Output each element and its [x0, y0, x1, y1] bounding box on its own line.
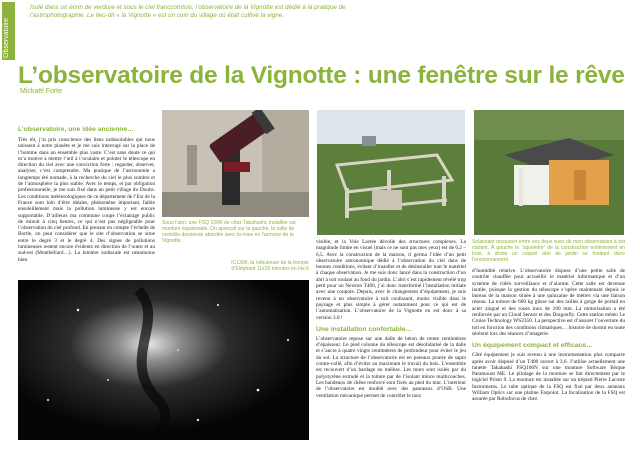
- observatory-frame-photo: [317, 110, 465, 235]
- section-heading-history: L’observatoire, une idée ancienne…: [18, 126, 134, 133]
- observatory-frame-illustration: [317, 110, 465, 235]
- section-heading-installation: Une installation confortable…: [316, 325, 413, 333]
- section-text-history: Très tôt, j’ai pris conscience des liens indissolubles qui nous unissent à notre planète et je me suis interrogé sur la place de l’homme dans un ensemble plus vaste. C’est sans doute ce qui m’a motivé à mettre l’œil à l’oculaire et pointer le télescope en direction du ciel avec une conviction forte : regarder, observer, analyser, c’est comprendre. Ma pratique de l’astronomie a longtemps été nomade, à la recherche du ciel le plus sombre et de l’atmosphère la plus stable. Avec le temps, et par obligation professionnelle, je me suis fixé dans un petit village du Doubs. Les conditions météorologiques de ce département de l’Est de la France sont loin d’être idéales, phénomène important, faible ensoleillement mais la pollution lumineuse y est encore supportable. D’ailleurs ma commune coupe l’éclairage public de minuit à cinq heures, ce qui n’est pas négligeable pour l’observation du ciel profond. En prenant en compte l’échelle de Bortle, on peut considérer que le site d’observation se situe entre le degré 3 et le degré 4. Des signes de pollutions lumineuses restent encore évidents en direction de l’ouest et au sud-est (Montbéliard…). La lumière zodiacale est néanmoins bien: [18, 137, 155, 263]
- telescope-illustration: [162, 110, 309, 217]
- telescope-photo-caption: Sous l’abri, une FSQ 106N de chez Takahashi, installée sur monture équatoriale. On aperçoit sur la gauche, la salle de contrôle desservie abordée avec la mise en l’armoire de la Vignotte.: [162, 220, 297, 244]
- column-4: [472, 239, 625, 403]
- section-text-equipment: Côté équipement je suis revenu à une instrumentation plus compacte après avoir disposé d’un T400 ouvert à 3,6. J’utilise actuellement une lunette Takahashi FSQ106N sur une monture Software Bisque Paramount ME. Le pilotage de la monture se fait directement par le logiciel Prism 9. La monture est installée sur un trépied Pierre Lacoste Instruments. Le tube optique de la FSQ est fixé par deux anneaux William Optics sur une platine Farpoint. La focalisation de la FSQ est assurée par Robofocus de chez: [472, 352, 625, 403]
- nebula-photo: [18, 280, 309, 440]
- telescope-photo: [162, 110, 309, 217]
- observatory-photo-caption: Solarisant recouvert entre ces deux vues de mon observatoire à toit roulant. À gauche le “squelette” de la construction entièrement en bois, à droite un coquet abri de jardin se fondant dans l’environnement.: [472, 239, 625, 263]
- column-3-intro: visible, et la Voie Lactée dévoile des structures complexes. La magnitude limite en visuel (mais ce ne sont pas mes yeux) est de 6,2 – 6,5. Avec la construction de la maison, il germa l’idée d’un petit observatoire astronomique dédié à l’observation du ciel dans de bonnes conditions, évitant d’installer et de désinstaller tout le matériel à chaque observation. Je me suis donc lancé dans la construction d’un abri à toit roulant au fond du jardin. L’abri s’est rapidement révélé trop petit pour un Newton T400, j’ai donc transformé l’installation initiale avec une coupole. Depuis, avec le changement d’équipement, je suis revenu à un observatoire à toit coulissant, moins visible dans le paysage et plus simple à gérer notamment pour ce qui est de l’automatisation. L’observatoire de la Vignotte en est donc à sa version 3.0 !: [316, 239, 466, 321]
- column-4-intro: d’humidité relative. L’observatoire dispose d’une petite salle de contrôle chauffée pour accueillir le matériel informatique et d’un système de vidéo surveillance et d’alarme. Cette salle est devenue inutile, puisque la gestion du télescope s’opère maintenant depuis le bureau de la maison située à une quinzaine de mètres via une liaison réseau. La toiture de 600 kg glisse sur des railles à gorge de portail en acier zingué et des roues inox de 100 mm. La motorisation a été renforcée par un Cloud Sensor et des Dragonfly. Cette station météo Le Cruise Technology WS2350. La perspective est d’assurer l’ouverture du toit en fonction des conditions climatiques… histoire de dormir en toute sérénité lors des séances d’imagerie.: [472, 268, 625, 337]
- section-tab: [2, 2, 15, 60]
- column-1: [18, 126, 155, 263]
- article-title: L’observatoire de la Vignotte : une fenêtre sur le rêve: [18, 62, 625, 89]
- section-text-installation: L’observatoire repose sur une dalle de béton de trente centimètres d’épaisseur. Le pied colonne du télescope est désolidarisé de la dalle et s’ancre à quatre vingts centimètres de profondeur pour éviter le jeu du sol. La structure de l’observatoire est en poteaux poutre de sapin contre-collé, afin d’éviter au maximum le travail du bois. L’ensemble est recouvert d’un bardage en mélèze. Les murs sont isolés par du polystyrène extrudé et la toiture par de l’isolant mince multicouches. Les bandeaux de chêne renforcé sont fixés au pied du mur. L’intérieur de l’observatoire est doublé avec des panneaux d’OSB. Une ventilation mécanique permet de contrôler le taux: [316, 335, 466, 399]
- nebula-illustration: [18, 280, 309, 440]
- section-heading-equipment: Un équipement compact et efficace…: [472, 342, 593, 350]
- article-author: Mickaël Forte: [20, 88, 63, 95]
- section-tab-label: Observatoire: [3, 17, 10, 58]
- observatory-shed-photo: [474, 110, 624, 235]
- article-intro: Isolé dans un écrin de verdure et sous le ciel franccomtois, l’observatoire de la Vignotte est dédié à la pratique de l’astrophotographie. Le lieu-dit « la Vignotte » est un coin du village où était cultivé la vigne.: [30, 4, 346, 20]
- observatory-shed-illustration: [474, 110, 624, 235]
- column-3: [316, 239, 466, 399]
- nebula-photo-caption: IC1396, la nébuleuse de la trompe d’Éléphant 11x20 minutes en Hα 6: [231, 260, 309, 272]
